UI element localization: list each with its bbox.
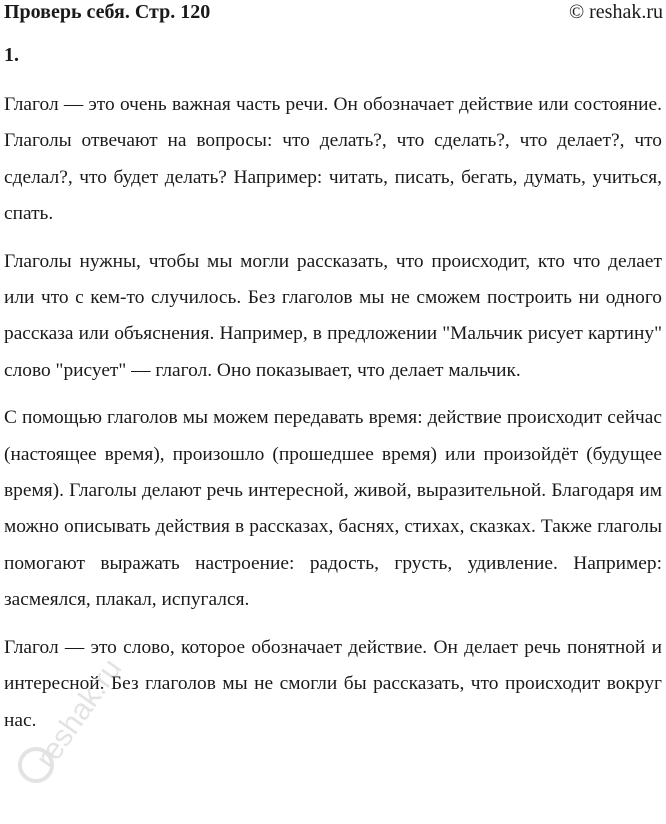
paragraph-1: Глагол — это очень важная часть речи. Он обозначает действие или состояние. Глаголы отвечают на вопросы: что делать?, что сделать?, что делает?, что сделал?, что будет делать? Например: читать, писать, бегать, думать, учиться, спать.: [4, 94, 662, 225]
page-title: Проверь себя. Стр. 120: [4, 1, 211, 23]
watermark-text: reshak.ru: [29, 652, 129, 775]
copyright-circle-icon: [20, 749, 52, 781]
page-header: [0, 0, 666, 28]
paragraph-3: С помощью глаголов мы можем передавать время: действие происходит сейчас (настоящее время), произошло (прошедшее время) или произойдёт (будущее время). Глаголы делают речь интересной, живой, выразительной. Благодаря им можно описывать действия в рассказах, баснях, стихах, сказках. Также глаголы помогают выражать настроение: радость, грусть, удивление. Например: засмеялся, плакал, испугался.: [4, 407, 662, 611]
site-credit: © reshak.ru: [568, 1, 663, 23]
answer-text: [4, 87, 662, 750]
paragraph-2: Глаголы нужны, чтобы мы могли рассказать, что происходит, кто что делает или что с кем-то случилось. Без глаголов мы не сможем построить ни одного рассказа или объяснения. Например, в предложении "Мальчик рисует картину" слово "рисует" — глагол. Оно показывает, что делает мальчик.: [4, 250, 662, 381]
paragraph-4: Глагол — это слово, которое обозначает действие. Он делает речь понятной и интересной. Без глаголов мы не смогли бы рассказать, что происходит вокруг нас.: [4, 636, 662, 731]
task-number: 1.: [4, 44, 19, 66]
